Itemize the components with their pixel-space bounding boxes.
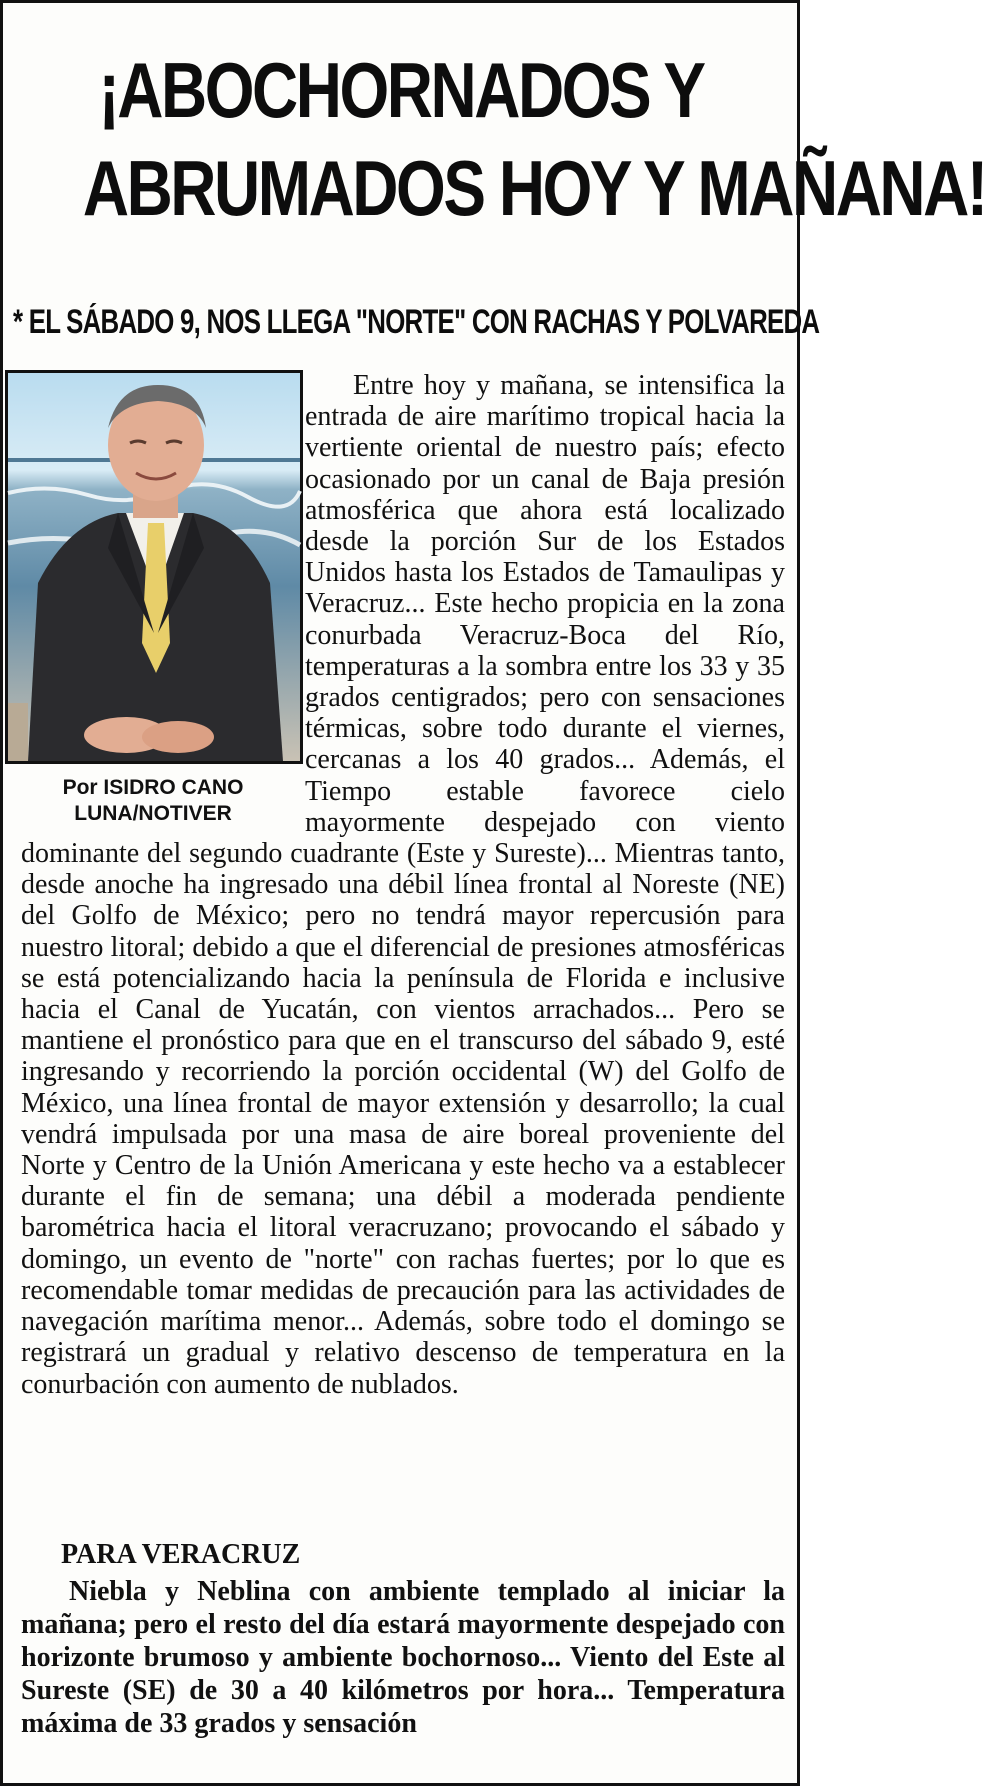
headline (82, 41, 986, 237)
headline-line-1: ¡ABOCHORNADOS Y (98, 46, 704, 134)
headline-line-2: ABRUMADOS HOY Y MAÑANA! (82, 144, 986, 232)
subheadline: * EL SÁBADO 9, NOS LLEGA "NORTE" CON RACHAS Y POLVAREDA (13, 303, 820, 341)
forecast-text (21, 1575, 785, 1740)
byline-line-2: LUNA/NOTIVER (74, 802, 232, 825)
section-title: PARA VERACRUZ (61, 1539, 301, 1570)
photo-float-spacer (21, 370, 305, 808)
forecast-paragraph: Niebla y Neblina con ambiente templado al iniciar la mañana; pero el resto del día estará mayormente despejado con horizonte brumoso y ambiente bochornoso... Viento del Este al Sureste (SE) de 30 a 40 kilómetros por hora... Temperatura máxima de 33 grados y sensación (21, 1576, 785, 1739)
byline-line-1: Por ISIDRO CANO (62, 776, 244, 799)
article-body (21, 370, 785, 1400)
article-paragraph: Entre hoy y mañana, se intensifica la entrada de aire marítimo tropical hacia la vertiente oriental de nuestro país; efecto ocasionado por un canal de Baja presión atmosférica que ahora está localizado desde la porción Sur de los Estados Unidos hasta los Estados de Tamaulipas y Veracruz... Este hecho propicia en la zona conurbada Veracruz-Boca del Río, temperaturas a la sombra entre los 33 y 35 grados centigrados; pero con sensaciones térmicas, sobre todo durante el viernes, cercanas a los 40 grados... Además, el Tiempo estable favorece cielo mayormente despejado con viento dominante del segundo cuadrante (Este y Sureste)... Mientras tanto, desde anoche ha ingresado una débil línea frontal al Noreste (NE) del Golfo de México; pero no tendrá mayor repercusión para nuestro litoral; debido a que el diferencial de presiones atmosféricas se está potencializando hacia la península de Florida e inclusive hacia el Canal de Yucatán, con vientos arrachados... Pero se mantiene el pronóstico para que en el transcurso del sábado 9, esté ingresando y recorriendo la porción occidental (W) del Golfo de México, una línea frontal de mayor extensión y desarrollo; la cual vendrá impulsada por una masa de aire boreal proveniente del Norte y Centro de la Unión Americana y este hecho va a establecer durante el fin de semana; una débil a moderada pendiente barométrica hacia el litoral veracruzano; provocando el sábado y domingo, un evento de "norte" con rachas fuertes; por lo que es recomendable tomar medidas de precaución para las actividades de navegación marítima menor... Además, sobre todo el domingo se registrará un gradual y relativo descenso de temperatura en la conurbación con aumento de nublados. (21, 370, 785, 1400)
